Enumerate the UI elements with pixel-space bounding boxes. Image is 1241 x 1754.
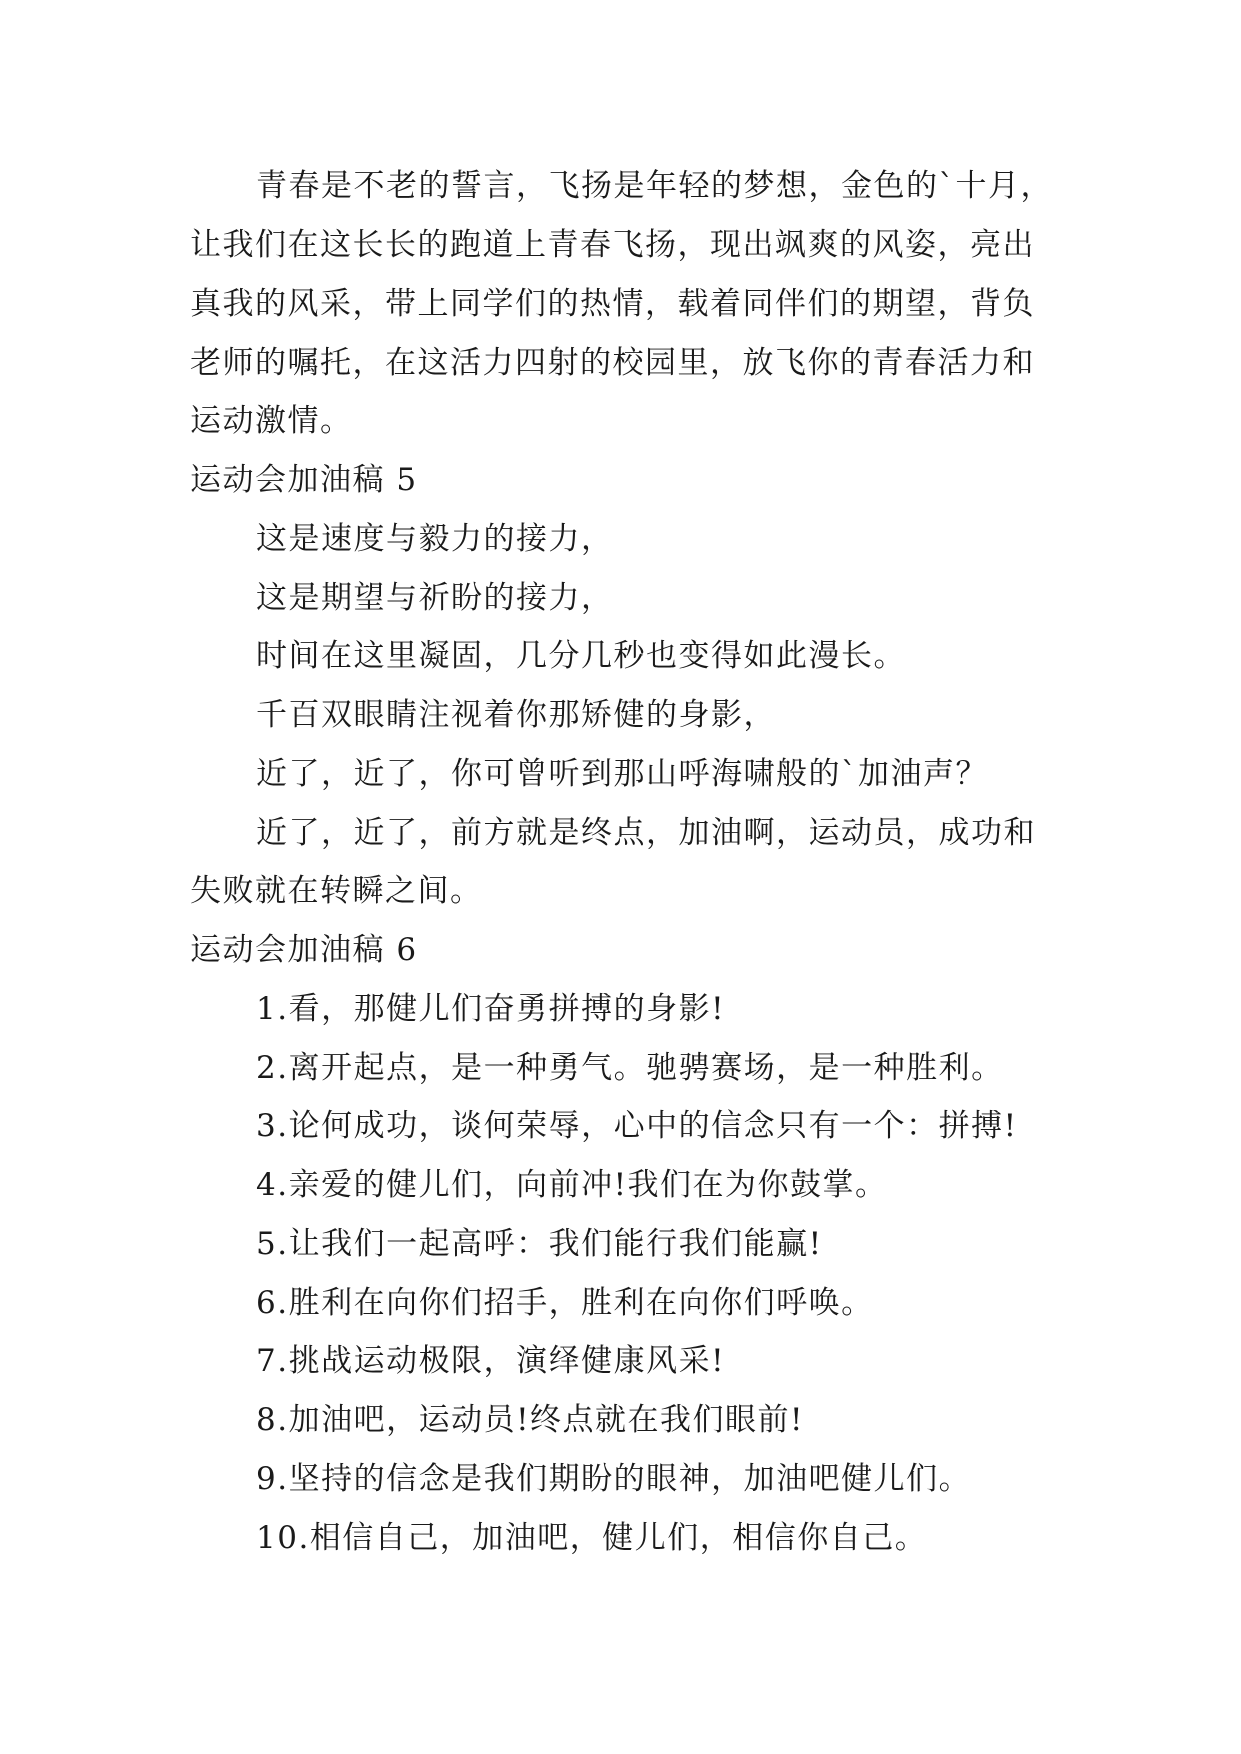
verse-line: 近了，近了，前方就是终点，加油啊，运动员，成功和 [256, 815, 1036, 851]
list-item: 2.离开起点，是一种勇气。驰骋赛场，是一种胜利。 [256, 1050, 1004, 1086]
paragraph-line: 运动激情。 [190, 403, 353, 439]
section-heading: 运动会加油稿 6 [190, 932, 418, 968]
verse-line: 这是速度与毅力的接力， [256, 521, 614, 557]
paragraph-line: 真我的风采，带上同学们的热情，载着同伴们的期望，背负 [190, 286, 1035, 322]
paragraph-line: 老师的嘱托，在这活力四射的校园里，放飞你的青春活力和 [190, 345, 1035, 381]
list-item: 3.论何成功，谈何荣辱，心中的信念只有一个：拼搏! [256, 1108, 1018, 1144]
list-item: 6.胜利在向你们招手，胜利在向你们呼唤。 [256, 1285, 874, 1321]
list-item: 1.看，那健儿们奋勇拼搏的身影! [256, 991, 726, 1027]
list-item: 8.加油吧，运动员!终点就在我们眼前! [256, 1402, 804, 1438]
list-item: 7.挑战运动极限，演绎健康风采! [256, 1343, 726, 1379]
paragraph-line: 青春是不老的誓言，飞扬是年轻的梦想，金色的`十月， [256, 168, 1053, 204]
verse-line: 失败就在转瞬之间。 [190, 873, 483, 909]
verse-line: 时间在这里凝固，几分几秒也变得如此漫长。 [256, 638, 906, 674]
list-item: 4.亲爱的健儿们，向前冲!我们在为你鼓掌。 [256, 1167, 888, 1203]
paragraph-line: 让我们在这长长的跑道上青春飞扬，现出飒爽的风姿，亮出 [190, 227, 1035, 263]
section-heading: 运动会加油稿 5 [190, 462, 418, 498]
list-item: 5.让我们一起高呼：我们能行我们能赢! [256, 1226, 823, 1262]
verse-line: 这是期望与祈盼的接力， [256, 580, 614, 616]
verse-line: 近了，近了，你可曾听到那山呼海啸般的`加油声？ [256, 756, 988, 792]
list-item: 9.坚持的信念是我们期盼的眼神，加油吧健儿们。 [256, 1461, 972, 1497]
verse-line: 千百双眼睛注视着你那矫健的身影， [256, 697, 776, 733]
list-item: 10.相信自己，加油吧，健儿们，相信你自己。 [256, 1520, 928, 1556]
